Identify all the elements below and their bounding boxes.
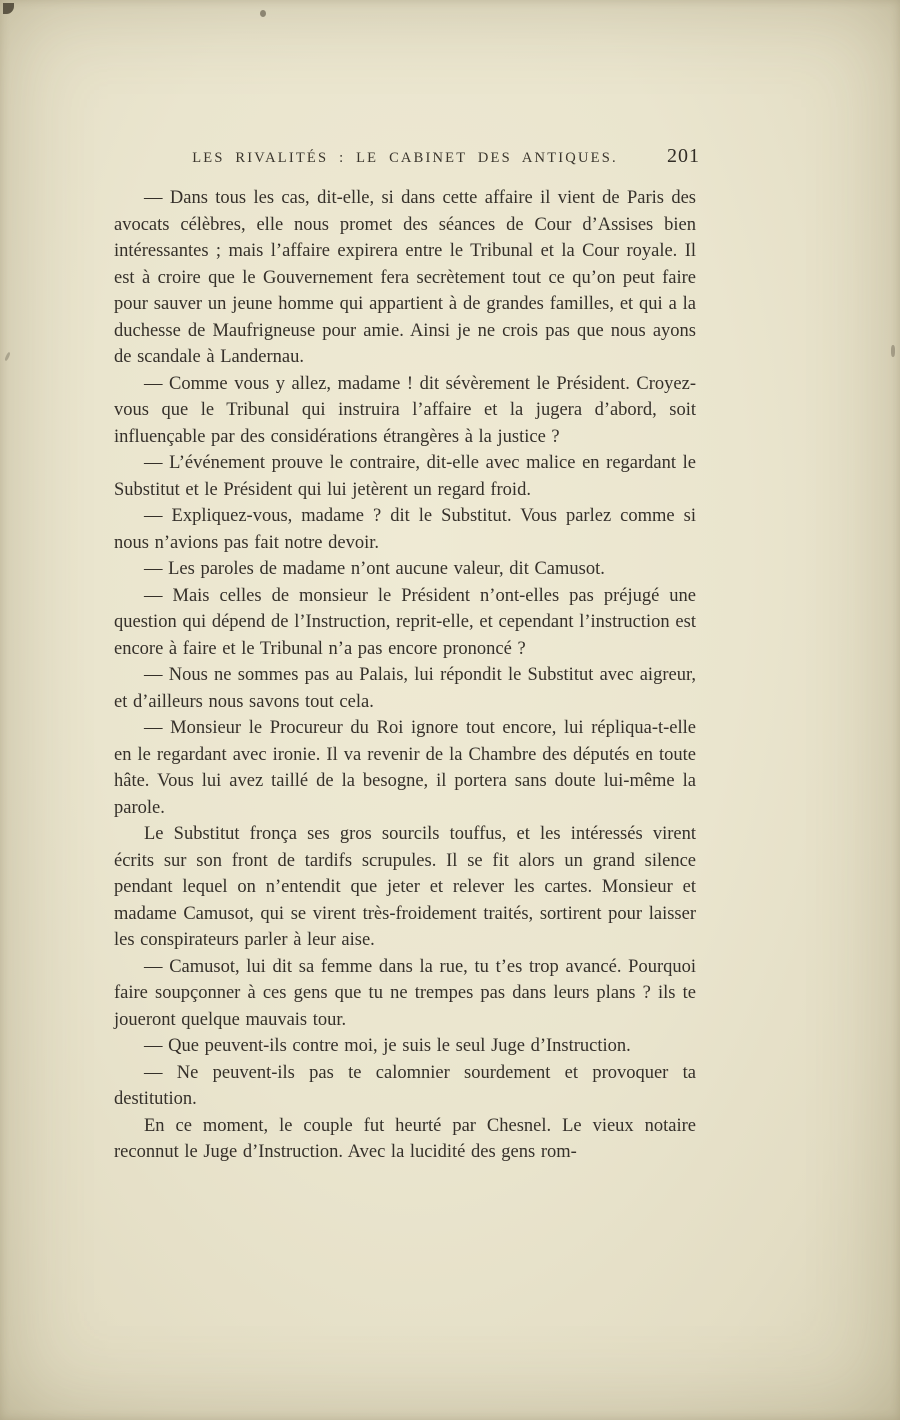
text-paragraph-6: — Mais celles de monsieur le Président n’ont-elles pas préjugé une question qui dépend de l’Instruction, reprit-elle, et cependant l’instruction est encore à faire et le Tribunal n’a pas encore prononcé ? (114, 585, 696, 659)
page-number: 201 (667, 145, 700, 167)
text-paragraph-2: — Comme vous y allez, madame ! dit sévèrement le Président. Croyez-vous que le Tribunal qui instruira l’affaire et la jugera d’abord, soit influençable par des considérations étrangères à la justice ? (114, 373, 696, 447)
text-paragraph-11: — Que peuvent-ils contre moi, je suis le seul Juge d’Instruction. (144, 1036, 631, 1056)
text-paragraph-5: — Les paroles de madame n’ont aucune valeur, dit Camusot. (144, 559, 605, 579)
text-paragraph-9: Le Substitut fronça ses gros sourcils touffus, et les intéressés virent écrits sur son front de tardifs scrupules. Il se fit alors un grand silence pendant lequel on n’entendit que jeter et relever les cartes. Monsieur et madame Camusot, qui se virent très-froidement traités, sortirent pour laisser les conspirateurs parler à leur aise. (114, 824, 696, 950)
scan-blemish-left (4, 352, 11, 361)
page-text (114, 185, 696, 1166)
page-content (114, 145, 700, 1166)
text-paragraph-13: En ce moment, le couple fut heurté par Chesnel. Le vieux notaire reconnut le Juge d’Instruction. Avec la lucidité des gens rom- (114, 1115, 696, 1162)
scan-blemish-top (260, 10, 266, 17)
text-paragraph-10: — Camusot, lui dit sa femme dans la rue, tu t’es trop avancé. Pourquoi faire soupçonner à ces gens que tu ne trempes pas dans leurs plans ? ils te joueront quelque mauvais tour. (114, 956, 696, 1030)
text-paragraph-4: — Expliquez-vous, madame ? dit le Substitut. Vous parlez comme si nous n’avions pas fait notre devoir. (114, 506, 696, 553)
text-paragraph-8: — Monsieur le Procureur du Roi ignore tout encore, lui répliqua-t-elle en le regardant avec ironie. Il va revenir de la Chambre des députés en toute hâte. Vous lui avez taillé de la besogne, il portera sans doute lui-même la parole. (114, 718, 696, 818)
text-paragraph-7: — Nous ne sommes pas au Palais, lui répondit le Substitut avec aigreur, et d’ailleurs nous savons tout cela. (114, 665, 696, 712)
text-paragraph-1: — Dans tous les cas, dit-elle, si dans cette affaire il vient de Paris des avocats célèbres, elle nous promet des séances de Cour d’Assises bien intéressantes ; mais l’affaire expirera entre le Tribunal et la Cour royale. Il est à croire que le Gouvernement fera secrètement tout ce qu’on peut faire pour sauver un jeune homme qui appartient à de grandes familles, et qui a la duchesse de Maufrigneuse pour amie. Ainsi je ne crois pas que nous ayons de scandale à Landernau. (114, 188, 696, 367)
running-title: LES RIVALITÉS : LE CABINET DES ANTIQUES. (192, 150, 618, 166)
text-paragraph-12: — Ne peuvent-ils pas te calomnier sourdement et provoquer ta destitution. (114, 1062, 696, 1109)
scan-blemish-corner (3, 3, 14, 14)
page-header (114, 145, 700, 178)
scan-blemish-right (891, 345, 895, 357)
text-paragraph-3: — L’événement prouve le contraire, dit-elle avec malice en regardant le Substitut et le Président qui lui jetèrent un regard froid. (114, 453, 696, 500)
